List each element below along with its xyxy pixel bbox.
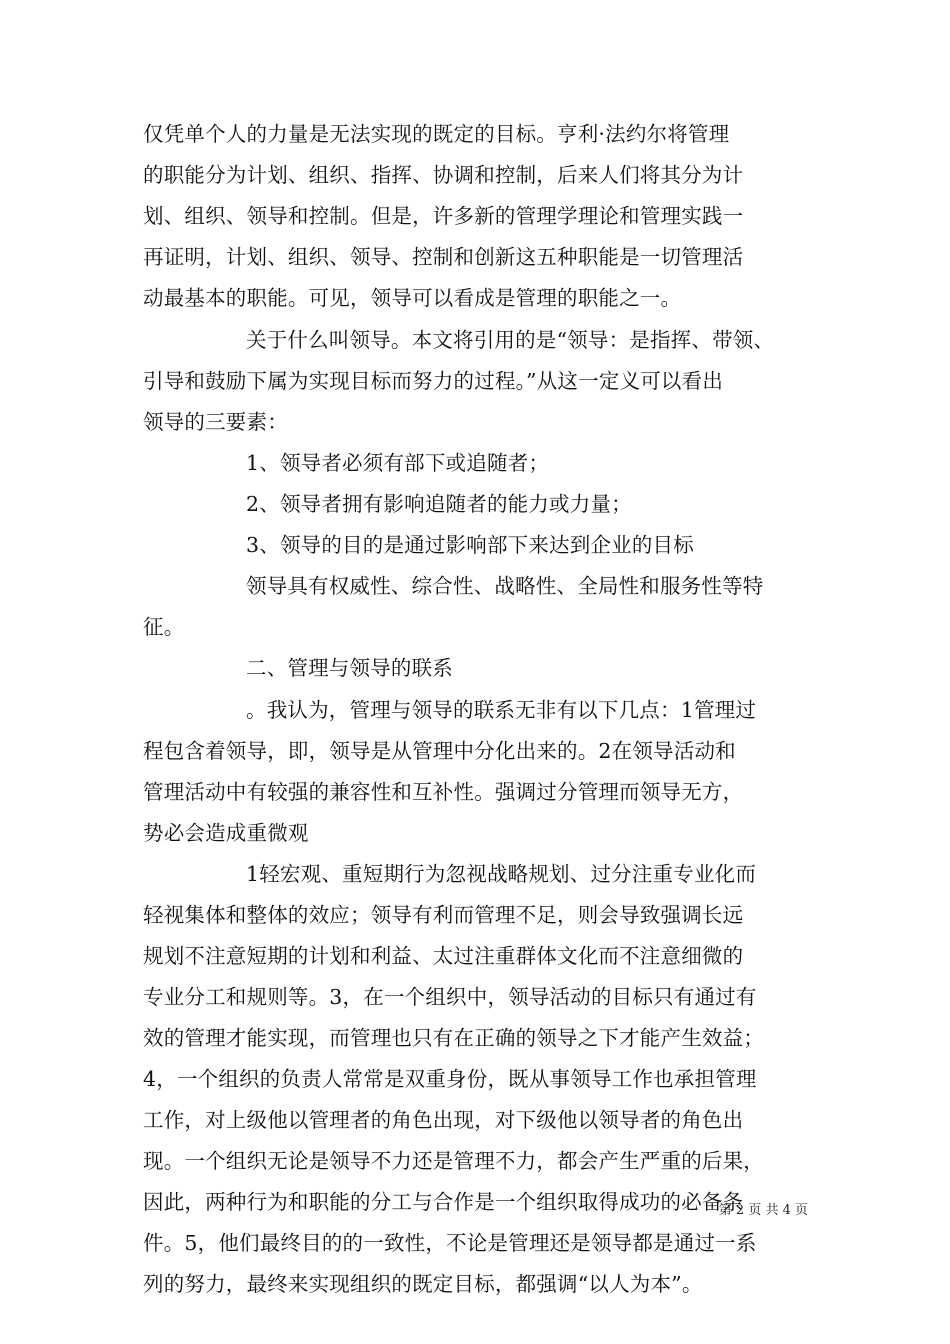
page-number: 第 2 页 共 4 页 [718,1203,808,1218]
text-line: 的职能分为计划、组织、指挥、协调和控制，后来人们将其分为计 [143,163,744,187]
text-line: 工作，对上级他以管理者的角色出现，对下级他以领导者的角色出 [143,1108,744,1132]
text-line: 专业分工和规则等。3，在一个组织中，领导活动的目标只有通过有 [143,985,757,1009]
text-line: 程包含着领导，即，领导是从管理中分化出来的。2在领导活动和 [143,739,736,763]
text-line: 划、组织、领导和控制。但是，许多新的管理学理论和管理实践一 [143,204,744,228]
list-item: 1、领导者必须有部下或追随者； [246,451,550,475]
text-line: 引导和鼓励下属为实现目标而努力的过程。”从这一定义可以看出 [143,369,724,393]
text-line: 领导具有权威性、综合性、战略性、全局性和服务性等特 [246,574,764,598]
list-item: 3、领导的目的是通过影响部下来达到企业的目标 [246,533,694,557]
text-line: 4，一个组织的负责人常常是双重身份，既从事领导工作也承担管理 [143,1067,757,1091]
text-line: 仅凭单个人的力量是无法实现的既定的目标。亨利·法约尔将管理 [143,122,730,146]
text-line: 效的管理才能实现，而管理也只有在正确的领导之下才能产生效益； [143,1026,764,1050]
text-line: 规划不注意短期的计划和利益、太过注重群体文化而不注意细微的 [143,944,744,968]
text-line: 现。一个组织无论是领导不力还是管理不力，都会产生严重的后果， [143,1149,764,1173]
text-line: 。我认为，管理与领导的联系无非有以下几点：1管理过 [246,698,757,722]
text-line: 势必会造成重微观 [143,821,309,845]
list-item: 2、领导者拥有影响追随者的能力或力量； [246,492,632,516]
text-line: 关于什么叫领导。本文将引用的是“领导：是指挥、带领、 [246,328,775,352]
text-line: 征。 [143,615,185,639]
text-line: 件。5，他们最终目的的一致性，不论是管理还是领导都是通过一系 [143,1231,757,1255]
text-line: 领导的三要素： [143,410,288,434]
section-heading: 二、管理与领导的联系 [246,656,453,680]
text-line: 轻视集体和整体的效应；领导有利而管理不足，则会导致强调长远 [143,903,744,927]
text-line: 再证明，计划、组织、领导、控制和创新这五种职能是一切管理活 [143,245,744,269]
text-line: 动最基本的职能。可见，领导可以看成是管理的职能之一。 [143,286,682,310]
text-line: 列的努力，最终来实现组织的既定目标，都强调“以人为本”。 [143,1272,703,1296]
text-line: 管理活动中有较强的兼容性和互补性。强调过分管理而领导无方， [143,780,744,804]
text-line: 因此，两种行为和职能的分工与合作是一个组织取得成功的必备条 [143,1190,744,1214]
text-line: 1轻宏观、重短期行为忽视战略规划、过分注重专业化而 [246,862,757,886]
